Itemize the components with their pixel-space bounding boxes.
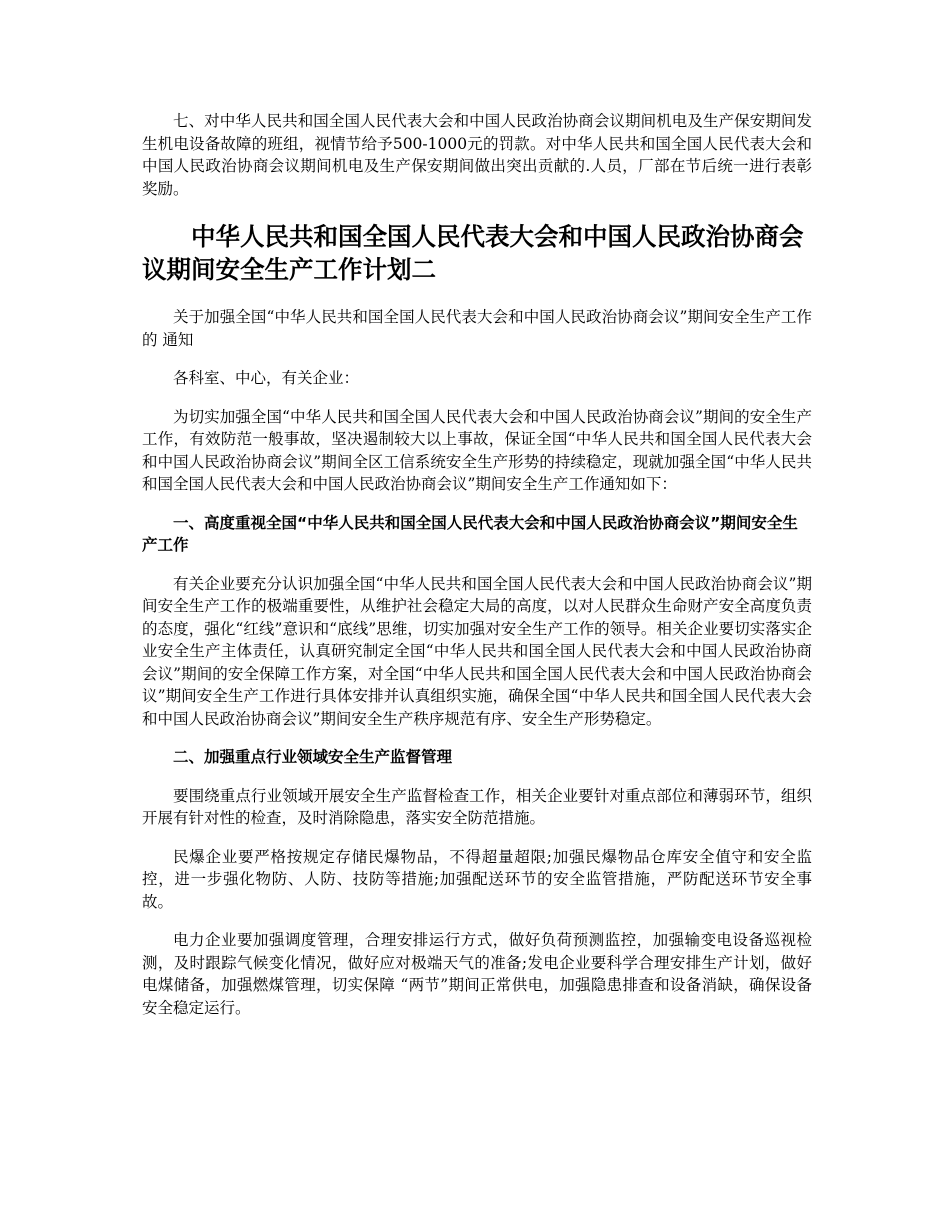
- section-1-heading: 一、高度重视全国“中华人民共和国全国人民代表大会和中国人民政治协商会议”期间安全生产工作: [142, 513, 798, 554]
- notice-heading: 关于加强全国“中华人民共和国全国人民代表大会和中国人民政治协商会议”期间安全生产工作的 通知: [142, 308, 812, 349]
- section-1-body: 有关企业要充分认识加强全国“中华人民共和国全国人民代表大会和中国人民政治协商会议”期间安全生产工作的极端重要性，从维护社会稳定大局的高度，以对人民群众生命财产安全高度负责的态度，强化“红线”意识和“底线”思维，切实加强对安全生产工作的领导。相关企业要切实落实企业安全生产主体责任，认真研究制定全国“中华人民共和国全国人民代表大会和中国人民政治协商会议”期间的安全保障工作方案，对全国“中华人民共和国全国人民代表大会和中国人民政治协商会议”期间安全生产工作进行具体安排并认真组织实施，确保全国“中华人民共和国全国人民代表大会和中国人民政治协商会议”期间安全生产秩序规范有序、安全生产形势稳定。: [142, 574, 812, 728]
- preamble-paragraph: 为切实加强全国“中华人民共和国全国人民代表大会和中国人民政治协商会议”期间的安全生产工作，有效防范一般事故，坚决遏制较大以上事故，保证全国“中华人民共和国全国人民代表大会和中国人民政治协商会议”期间全区工信系统安全生产形势的持续稳定，现就加强全国“中华人民共和国全国人民代表大会和中国人民政治协商会议”期间安全生产工作通知如下：: [142, 407, 812, 493]
- intro-paragraph: 七、对中华人民共和国全国人民代表大会和中国人民政治协商会议期间机电及生产保安期间发生机电设备故障的班组，视情节给予500-1000元的罚款。对中华人民共和国全国人民代表大会和中国人民政治协商会议期间机电及生产保安期间做出突出贡献的.人员，厂部在节后统一进行表彰奖励。: [142, 112, 812, 198]
- salutation: 各科室、中心，有关企业：: [173, 369, 360, 387]
- section-2-paragraph: 要围绕重点行业领域开展安全生产监督检查工作，相关企业要针对重点部位和薄弱环节，组织开展有针对性的检查，及时消除隐患，落实安全防范措施。: [142, 786, 812, 827]
- document-page: [142, 110, 812, 1035]
- section-2-paragraph: 电力企业要加强调度管理，合理安排运行方式，做好负荷预测监控，加强输变电设备巡视检测，及时跟踪气候变化情况，做好应对极端天气的准备;发电企业要科学合理安排生产计划，做好电煤储备，加强燃煤管理，切实保障 “两节”期间正常供电，加强隐患排查和设备消缺，确保设备安全稳定运行。: [142, 931, 812, 1017]
- section-2-paragraph: 民爆企业要严格按规定存储民爆物品，不得超量超限;加强民爆物品仓库安全值守和安全监控，进一步强化物防、人防、技防等措施;加强配送环节的安全监管措施，严防配送环节安全事故。: [142, 847, 812, 911]
- section-2-heading: 二、加强重点行业领域安全生产监督管理: [173, 748, 453, 766]
- document-title: 中华人民共和国全国人民代表大会和中国人民政治协商会议期间安全生产工作计划二: [142, 222, 804, 284]
